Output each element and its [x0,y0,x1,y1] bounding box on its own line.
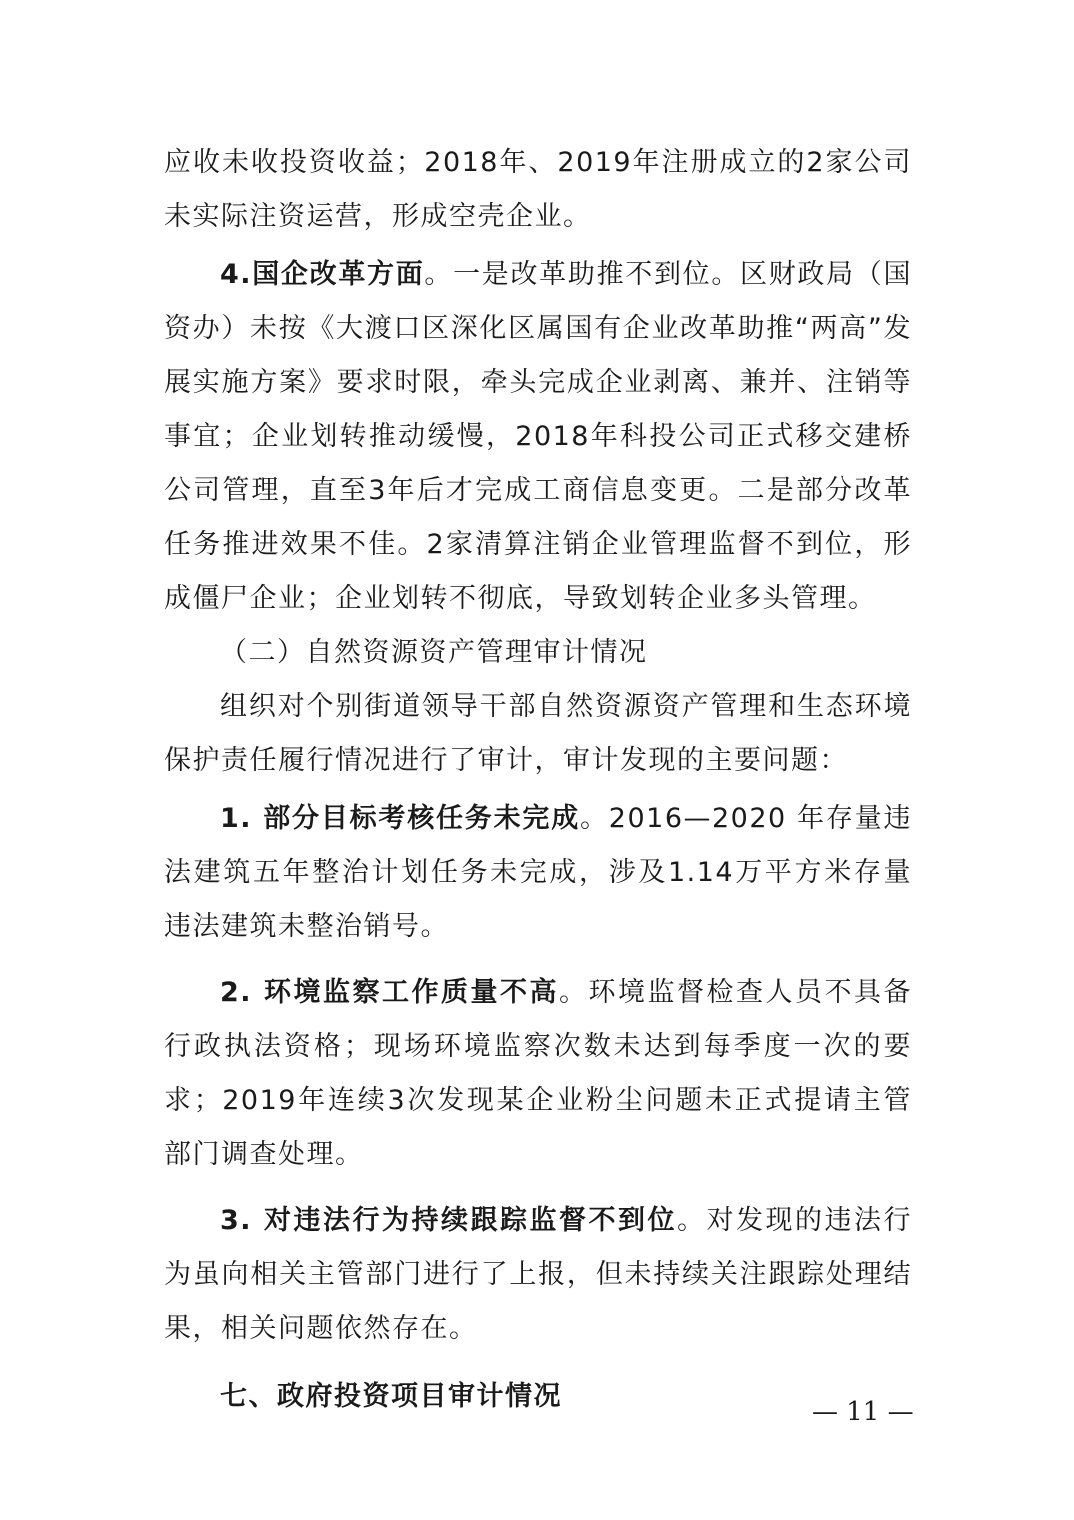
paragraph-body-soe-reform: 。一是改革助推不到位。区财政局（国资办）未按《大渡口区深化区属国有企业改革助推“两高”发展实施方案》要求时限，牵头完成企业剥离、兼并、注销等事宜；企业划转推动缓慢，2018年科投公司正式移交建桥公司管理，直至3年后才完成工商信息变更。二是部分改革任务推进效果不佳。2家清算注销企业管理监督不到位，形成僵尸企业；企业划转不彻底，导致划转企业多头管理。 [164,259,913,614]
paragraph-heading-violation-tracking: 3. 对违法行为持续跟踪监督不到位 [220,1205,677,1236]
paragraph-heading-soe-reform: 4.国企改革方面 [220,259,425,290]
paragraph-audit-intro: 组织对个别街道领导干部自然资源资产管理和生态环境保护责任履行情况进行了审计，审计发现的主要问题： [164,691,912,776]
paragraph-heading-target-tasks: 1. 部分目标考核任务未完成 [220,803,580,834]
page-number: — 11 — [812,1397,914,1427]
paragraph-body-target-tasks: 。2016—2020 年存量违法建筑五年整治计划任务未完成，涉及1.14万平方米存量违法建筑未整治销号。 [164,803,912,942]
section-heading-government-investment: 七、政府投资项目审计情况 [220,1381,562,1412]
paragraph-body-violation-tracking: 。对发现的违法行为虽向相关主管部门进行了上报，但未持续关注跟踪处理结果，相关问题依然存在。 [164,1205,912,1344]
subsection-heading-natural-resources: （二）自然资源资产管理审计情况 [220,637,648,668]
paragraph-violation-tracking [164,1194,912,1356]
document-body [164,136,912,1424]
paragraph-heading-environment-supervision: 2. 环境监察工作质量不高 [220,977,559,1008]
paragraph-soe-reform [164,248,912,626]
paragraph-target-tasks [164,792,912,954]
paragraph-continuation: 应收未收投资收益；2018年、2019年注册成立的2家公司未实际注资运营，形成空壳企业。 [164,147,912,232]
paragraph-body-environment-supervision: 。环境监督检查人员不具备行政执法资格；现场环境监察次数未达到每季度一次的要求；2019年连续3次发现某企业粉尘问题未正式提请主管部门调查处理。 [164,977,912,1170]
paragraph-environment-supervision [164,966,912,1182]
